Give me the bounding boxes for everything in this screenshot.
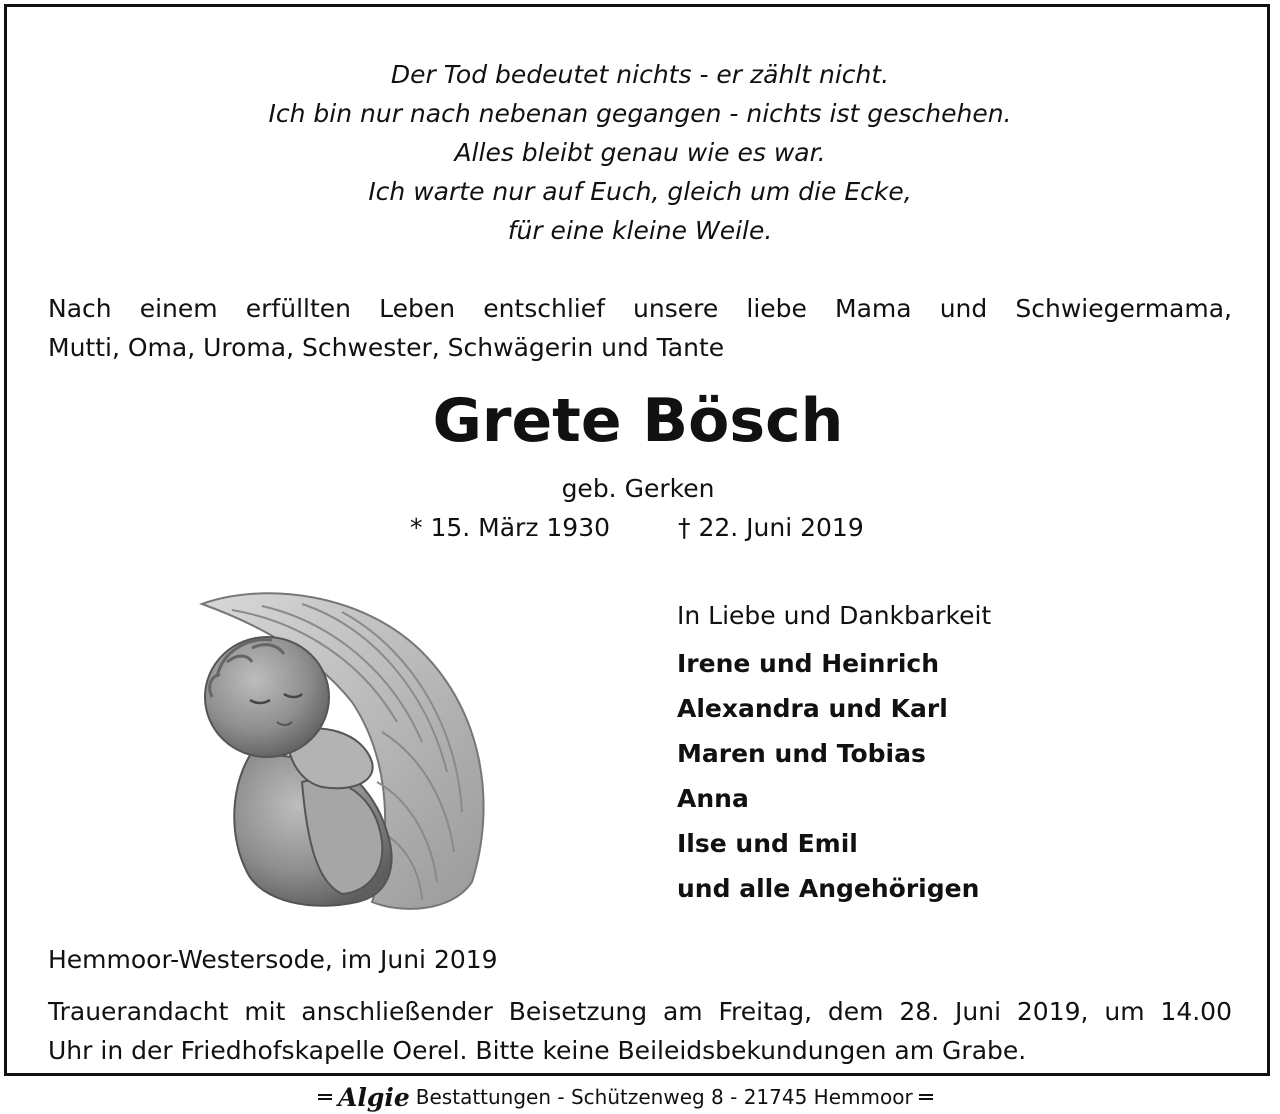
intro-line: Mutti, Oma, Uroma, Schwester, Schwägerin und Tante <box>48 333 725 362</box>
sleeping-angel-figurine-icon <box>192 582 502 914</box>
maiden-name: geb. Gerken <box>561 474 715 503</box>
family-list <box>677 596 1237 911</box>
funeral-home-logo: Algie <box>338 1082 410 1112</box>
family-member: Alexandra und Karl <box>677 694 948 723</box>
life-dates <box>410 509 880 547</box>
poem-line: Ich bin nur nach nebenan gegangen - nichts ist geschehen. <box>268 99 1012 128</box>
place-and-date: Hemmoor-Westersode, im Juni 2019 <box>48 945 498 974</box>
poem <box>0 55 1280 250</box>
intro-line: Nach einem erfüllten Leben entschlief unsere liebe Mama und Schwiegermama, <box>48 294 1232 323</box>
family-member: Ilse und Emil <box>677 829 858 858</box>
service-line: Trauerandacht mit anschließender Beisetzung am Freitag, dem 28. Juni 2019, um 14.00 <box>48 997 1232 1026</box>
family-member: Maren und Tobias <box>677 739 926 768</box>
funeral-home-address: Bestattungen - Schützenweg 8 - 21745 Hemmoor <box>415 1085 913 1109</box>
birth-date: * 15. März 1930 <box>410 513 611 542</box>
death-date: † 22. Juni 2019 <box>678 513 864 542</box>
poem-line: für eine kleine Weile. <box>507 216 773 245</box>
family-member: Anna <box>677 784 749 813</box>
service-line: Uhr in der Friedhofskapelle Oerel. Bitte keine Beileidsbekundungen am Grabe. <box>48 1036 1027 1065</box>
family-member: Irene und Heinrich <box>677 649 939 678</box>
family-member: und alle Angehörigen <box>677 874 980 903</box>
poem-line: Ich warte nur auf Euch, gleich um die Ecke, <box>368 177 912 206</box>
service-info <box>48 992 1232 1070</box>
poem-line: Alles bleibt genau wie es war. <box>454 138 826 167</box>
funeral-home-footer <box>318 1082 958 1112</box>
footer-divider <box>919 1094 933 1100</box>
poem-line: Der Tod bedeutet nichts - er zählt nicht. <box>390 60 890 89</box>
family-heading: In Liebe und Dankbarkeit <box>677 601 992 630</box>
footer-divider <box>318 1094 332 1100</box>
intro-text <box>48 289 1232 367</box>
deceased-name: Grete Bösch <box>432 386 844 456</box>
